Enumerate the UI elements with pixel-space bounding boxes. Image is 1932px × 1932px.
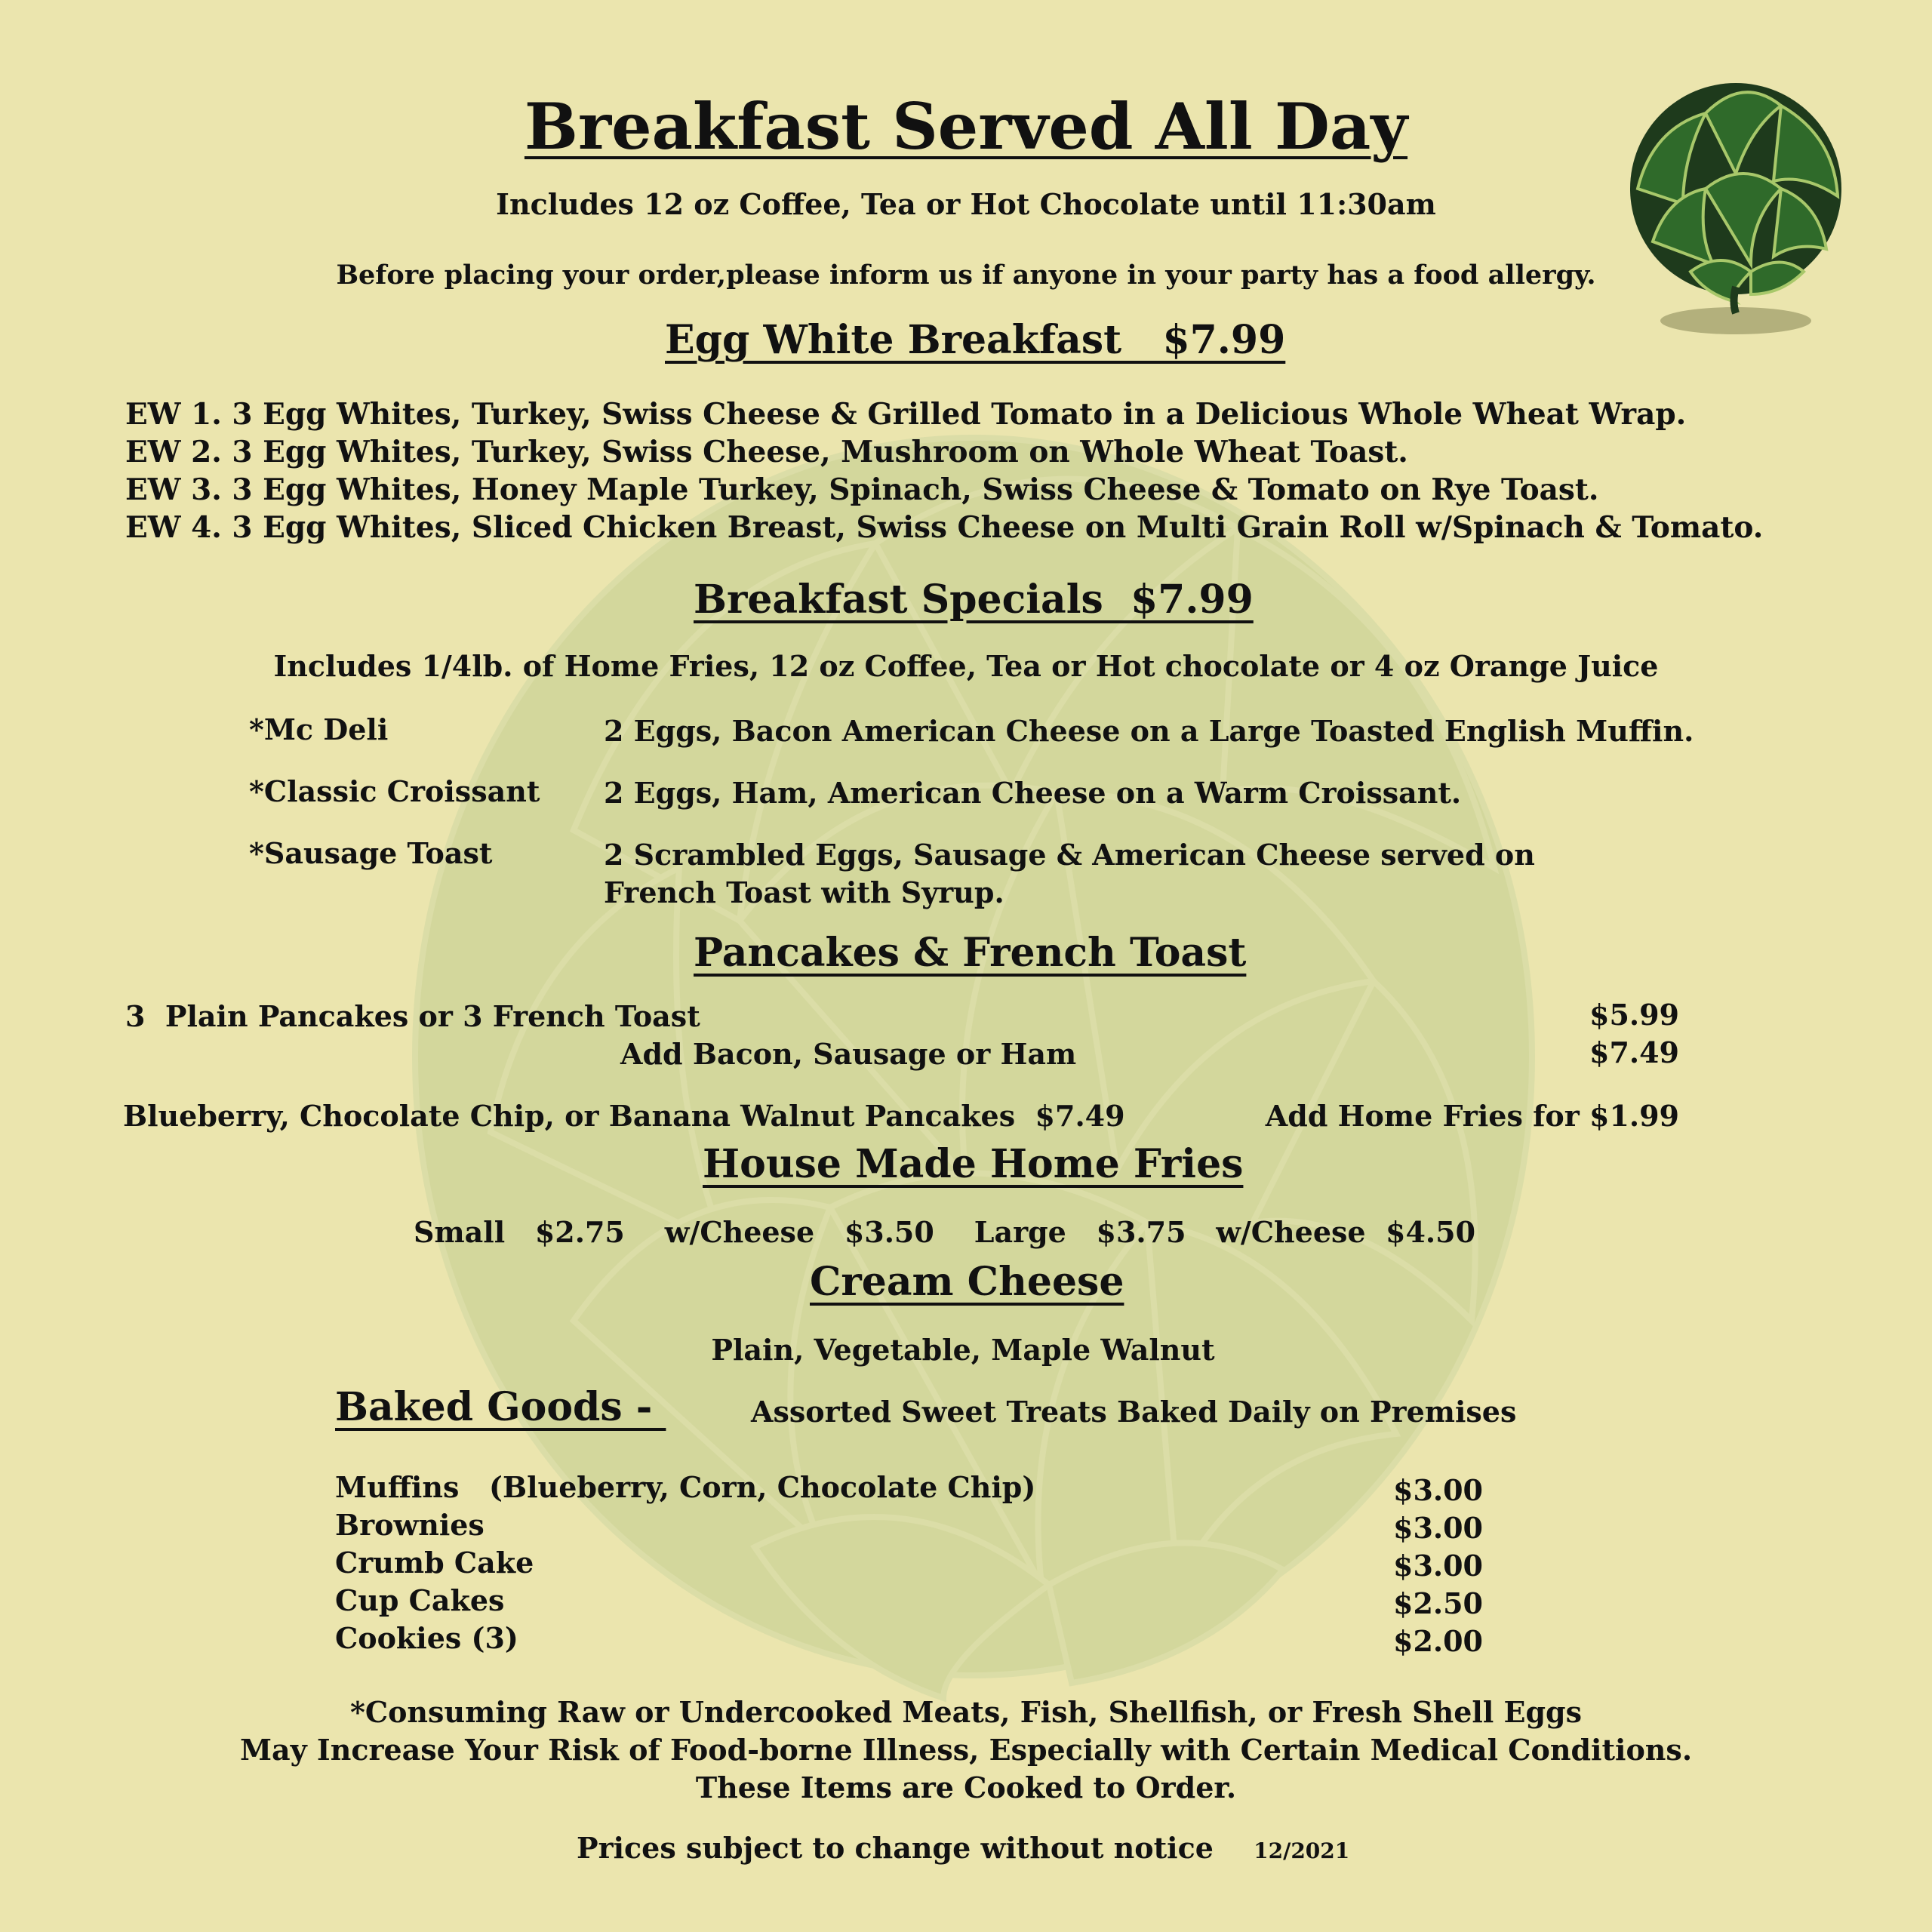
cream-cheese-flavors: Plain, Vegetable, Maple Walnut	[711, 1333, 1215, 1367]
list-item: EW 1. 3 Egg Whites, Turkey, Swiss Cheese & Grilled Tomato in a Delicious Whole Wheat Wrap.	[125, 397, 1687, 432]
list-item: Muffins (Blueberry, Corn, Chocolate Chip)	[335, 1470, 1036, 1504]
egg-white-list	[125, 395, 1763, 546]
price: $3.00	[1393, 1511, 1483, 1545]
list-item: EW 4. 3 Egg Whites, Sliced Chicken Breast, Swiss Cheese on Multi Grain Roll w/Spinach & Tomato.	[125, 510, 1764, 545]
special-name: *Sausage Toast	[249, 836, 493, 870]
specials-includes: Includes 1/4lb. of Home Fries, 12 oz Coffee, Tea or Hot chocolate or 4 oz Orange Juice	[273, 649, 1659, 683]
list-item: Cup Cakes	[335, 1583, 505, 1617]
price: $5.99	[1589, 998, 1679, 1032]
pancakes-heading: Pancakes & French Toast	[694, 930, 1247, 976]
cream-cheese-heading: Cream Cheese	[810, 1259, 1124, 1305]
baked-goods-tagline: Assorted Sweet Treats Baked Daily on Premises	[751, 1395, 1517, 1429]
special-desc-line: 2 Scrambled Eggs, Sausage & American Cheese served on	[604, 838, 1535, 872]
list-item: Brownies	[335, 1508, 485, 1542]
health-warning: May Increase Your Risk of Food-borne Illness, Especially with Certain Medical Conditions.	[239, 1733, 1693, 1767]
special-desc-line: French Toast with Syrup.	[604, 875, 1004, 909]
allergy-note: Before placing your order,please inform us if anyone in your party has a food allergy.	[336, 260, 1596, 291]
menu-date: 12/2021	[1254, 1838, 1350, 1863]
special-name: *Mc Deli	[249, 712, 389, 746]
egg-white-heading: Egg White Breakfast $7.99	[665, 317, 1286, 363]
baked-goods-heading: Baked Goods -	[335, 1384, 666, 1430]
list-item: Crumb Cake	[335, 1546, 534, 1580]
list-item: EW 2. 3 Egg Whites, Turkey, Swiss Cheese, Mushroom on Whole Wheat Toast.	[125, 435, 1408, 469]
page-title: Breakfast Served All Day	[524, 89, 1408, 164]
price-notice	[577, 1829, 1349, 1870]
price-notice-text: Prices subject to change without notice	[577, 1831, 1214, 1865]
pancakes-line: 3 Plain Pancakes or 3 French Toast	[125, 999, 700, 1033]
price: $7.49	[1589, 1035, 1679, 1069]
health-warning: These Items are Cooked to Order.	[695, 1770, 1237, 1804]
price: $2.00	[1393, 1624, 1483, 1658]
add-home-fries: Add Home Fries for $1.99	[1265, 1099, 1679, 1133]
price: $2.50	[1393, 1586, 1483, 1620]
beverage-note: Includes 12 oz Coffee, Tea or Hot Chocolate until 11:30am	[496, 187, 1436, 221]
special-name: *Classic Croissant	[249, 774, 540, 808]
home-fries-heading: House Made Home Fries	[703, 1141, 1244, 1187]
price: $3.00	[1393, 1549, 1483, 1583]
specials-heading: Breakfast Specials $7.99	[694, 577, 1254, 623]
price: $3.00	[1393, 1473, 1483, 1507]
special-desc: 2 Eggs, Ham, American Cheese on a Warm Croissant.	[604, 776, 1462, 810]
list-item: EW 3. 3 Egg Whites, Honey Maple Turkey, Spinach, Swiss Cheese & Tomato on Rye Toast.	[125, 472, 1599, 507]
list-item: Cookies (3)	[335, 1621, 518, 1655]
special-desc: 2 Eggs, Bacon American Cheese on a Large Toasted English Muffin.	[604, 714, 1694, 748]
baked-goods-prices	[1393, 1472, 1483, 1660]
pancakes-addon: Add Bacon, Sausage or Ham	[620, 1037, 1077, 1071]
baked-goods-list	[335, 1469, 1035, 1657]
specialty-pancakes: Blueberry, Chocolate Chip, or Banana Walnut Pancakes $7.49	[123, 1099, 1125, 1133]
health-warning: *Consuming Raw or Undercooked Meats, Fish, Shellfish, or Fresh Shell Eggs	[349, 1695, 1583, 1729]
home-fries-prices: Small $2.75 w/Cheese $3.50 Large $3.75 w/Cheese $4.50	[414, 1215, 1476, 1249]
special-desc	[604, 836, 1535, 912]
